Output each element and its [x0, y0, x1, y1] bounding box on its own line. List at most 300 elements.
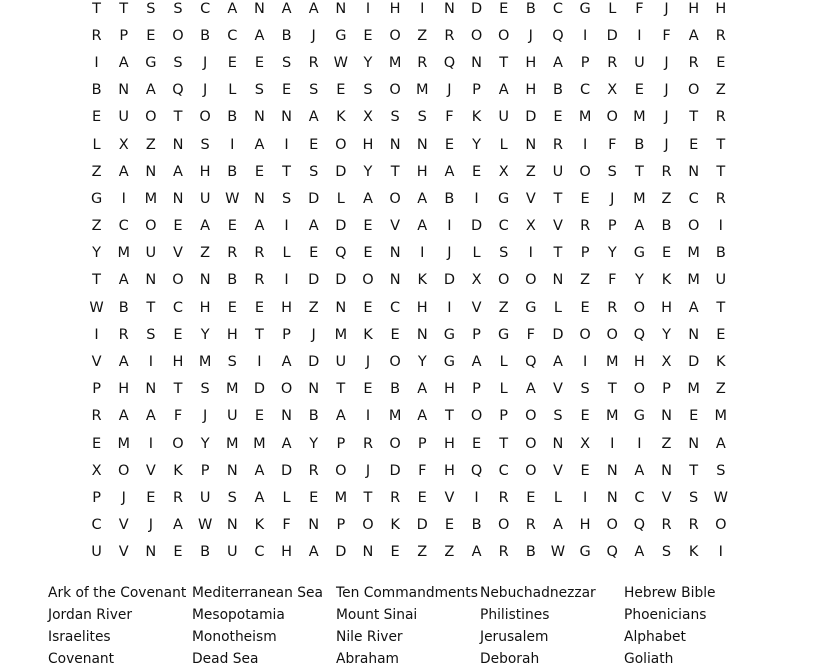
grid-cell: N	[416, 136, 428, 153]
grid-cell: X	[607, 82, 618, 99]
grid-cell: A	[688, 27, 699, 44]
grid-cell: N	[253, 0, 265, 17]
grid-cell: H	[633, 354, 645, 371]
grid-cell: Q	[552, 27, 564, 44]
grid-cell: N	[226, 517, 238, 534]
grid-cell: Z	[145, 136, 156, 153]
grid-cell: D	[688, 354, 700, 371]
grid-cell: O	[497, 27, 510, 44]
grid-cell: H	[118, 381, 130, 398]
grid-cell: S	[689, 489, 699, 506]
grid-cell: D	[335, 544, 347, 561]
grid-cell: G	[525, 299, 537, 316]
grid-cell: X	[471, 272, 482, 289]
grid-cell: T	[716, 163, 726, 180]
grid-cell: O	[362, 517, 374, 534]
grid-cell: J	[664, 82, 669, 99]
grid-cell: O	[280, 381, 293, 398]
grid-cell: Z	[498, 299, 509, 316]
grid-cell: E	[634, 82, 644, 99]
grid-cell: Y	[634, 272, 644, 289]
grid-cell: O	[606, 517, 618, 534]
grid-cell: S	[553, 408, 563, 425]
grid-cell: I	[582, 136, 588, 153]
grid-cell: R	[715, 27, 726, 44]
grid-cell: Y	[363, 54, 373, 71]
grid-cell: E	[254, 54, 264, 71]
grid-cell: D	[335, 163, 347, 180]
grid-cell: S	[146, 326, 156, 343]
grid-cell: P	[336, 517, 346, 534]
grid-cell: E	[91, 109, 102, 126]
grid-row	[83, 0, 739, 22]
grid-cell: R	[227, 245, 238, 262]
grid-cell: C	[118, 218, 129, 235]
grid-cell: E	[661, 245, 672, 262]
grid-cell: O	[389, 435, 401, 452]
grid-cell: M	[388, 408, 402, 425]
grid-cell: Z	[308, 299, 319, 316]
grid-cell: D	[389, 462, 401, 479]
grid-cell: E	[91, 435, 102, 452]
grid-cell: Q	[172, 82, 184, 99]
grid-cell: S	[716, 462, 726, 479]
grid-cell: N	[145, 163, 157, 180]
grid-cell: U	[199, 190, 211, 207]
grid-cell: Z	[444, 544, 455, 561]
grid-cell: K	[471, 109, 482, 126]
grid-cell: G	[633, 245, 645, 262]
grid-cell: G	[579, 544, 591, 561]
grid-cell: M	[117, 245, 130, 262]
grid-cell: B	[471, 517, 482, 534]
grid-cell: R	[498, 489, 509, 506]
grid-cell: O	[362, 272, 374, 289]
grid-cell: C	[688, 190, 699, 207]
grid-cell: J	[447, 245, 452, 262]
grid-cell: I	[582, 27, 588, 44]
grid-cell: H	[416, 163, 428, 180]
grid-cell: N	[281, 408, 292, 425]
grid-row	[83, 294, 739, 321]
grid-row	[83, 185, 739, 212]
grid-cell: P	[119, 27, 129, 44]
grid-cell: H	[281, 544, 292, 561]
grid-cell: H	[226, 326, 238, 343]
grid-cell: M	[117, 435, 130, 452]
grid-cell: E	[146, 27, 156, 44]
grid-cell: C	[172, 299, 184, 316]
grid-cell: N	[661, 462, 672, 479]
grid-row	[83, 457, 739, 484]
grid-cell: B	[227, 163, 238, 180]
grid-cell: A	[173, 163, 183, 180]
word-list-item: Nebuchadnezzar	[480, 585, 596, 601]
grid-cell: B	[227, 109, 238, 126]
grid-cell: E	[580, 462, 590, 479]
grid-cell: R	[580, 218, 591, 235]
grid-cell: R	[688, 517, 699, 534]
grid-cell: I	[148, 435, 153, 452]
grid-cell: L	[608, 0, 617, 17]
grid-cell: U	[715, 272, 727, 289]
grid-cell: R	[91, 27, 102, 44]
grid-cell: R	[444, 27, 455, 44]
grid-cell: N	[145, 272, 157, 289]
grid-cell: E	[417, 489, 427, 506]
grid-cell: S	[363, 82, 373, 99]
grid-cell: J	[664, 136, 669, 153]
grid-cell: Z	[661, 435, 672, 452]
grid-cell: I	[610, 435, 615, 452]
word-list-item: Alphabet	[624, 629, 686, 645]
grid-cell: N	[389, 272, 401, 289]
grid-cell: U	[226, 408, 238, 425]
grid-cell: I	[447, 299, 452, 316]
grid-cell: E	[363, 27, 373, 44]
grid-cell: D	[416, 517, 428, 534]
grid-cell: E	[254, 163, 264, 180]
grid-cell: I	[582, 489, 588, 506]
grid-cell: A	[471, 544, 482, 561]
grid-cell: Q	[633, 326, 646, 343]
grid-cell: A	[281, 0, 292, 17]
grid-cell: C	[200, 0, 211, 17]
grid-cell: S	[227, 354, 237, 371]
grid-cell: E	[444, 517, 454, 534]
grid-cell: E	[363, 245, 373, 262]
grid-cell: N	[443, 0, 455, 17]
grid-cell: O	[687, 218, 700, 235]
grid-cell: B	[525, 544, 536, 561]
grid-cell: F	[608, 136, 617, 153]
grid-cell: E	[309, 489, 319, 506]
grid-cell: B	[227, 272, 238, 289]
grid-cell: S	[227, 489, 237, 506]
grid-cell: E	[689, 136, 699, 153]
grid-cell: E	[173, 326, 183, 343]
grid-cell: D	[308, 190, 320, 207]
grid-cell: K	[688, 544, 699, 561]
grid-cell: C	[498, 462, 509, 479]
grid-row	[83, 49, 739, 76]
grid-cell: H	[443, 462, 455, 479]
grid-cell: X	[91, 462, 102, 479]
grid-cell: V	[553, 381, 563, 398]
grid-cell: E	[689, 408, 699, 425]
grid-cell: M	[388, 54, 402, 71]
word-list-item: Abraham	[336, 651, 399, 667]
grid-cell: G	[498, 190, 510, 207]
grid-cell: O	[525, 272, 537, 289]
grid-cell: P	[607, 218, 617, 235]
grid-cell: U	[335, 354, 347, 371]
grid-cell: E	[444, 136, 454, 153]
grid-cell: R	[308, 462, 319, 479]
grid-cell: P	[472, 82, 481, 99]
word-list-item: Monotheism	[192, 629, 277, 645]
grid-cell: E	[580, 299, 590, 316]
grid-cell: N	[552, 435, 564, 452]
word-list-item: Israelites	[48, 629, 111, 645]
grid-cell: A	[553, 517, 563, 534]
grid-cell: E	[363, 381, 373, 398]
grid-cell: S	[309, 82, 319, 99]
grid-row	[83, 213, 739, 240]
grid-cell: C	[91, 517, 102, 534]
grid-cell: P	[92, 489, 101, 506]
grid-row	[83, 240, 739, 267]
grid-cell: T	[634, 163, 644, 180]
grid-cell: E	[471, 163, 482, 180]
grid-row	[83, 376, 739, 403]
grid-cell: R	[661, 163, 672, 180]
grid-cell: V	[118, 544, 129, 561]
grid-cell: A	[417, 190, 428, 207]
grid-cell: E	[390, 326, 400, 343]
grid-cell: T	[553, 245, 563, 262]
grid-cell: E	[363, 218, 373, 235]
grid-cell: M	[687, 381, 700, 398]
grid-cell: H	[199, 163, 211, 180]
grid-cell: A	[634, 544, 645, 561]
grid-cell: R	[254, 272, 265, 289]
grid-cell: E	[363, 299, 373, 316]
word-list-item: Jerusalem	[480, 629, 549, 645]
grid-cell: L	[282, 489, 291, 506]
grid-cell: E	[526, 489, 536, 506]
grid-cell: N	[199, 272, 211, 289]
grid-cell: Q	[606, 544, 618, 561]
grid-cell: B	[200, 544, 211, 561]
grid-cell: S	[200, 381, 210, 398]
grid-cell: N	[253, 109, 265, 126]
grid-cell: U	[226, 544, 238, 561]
grid-cell: N	[308, 381, 320, 398]
grid-cell: Q	[525, 354, 537, 371]
grid-cell: N	[253, 190, 265, 207]
grid-cell: T	[173, 109, 183, 126]
grid-cell: R	[715, 109, 726, 126]
grid-cell: Z	[525, 163, 536, 180]
grid-cell: G	[579, 0, 591, 17]
grid-cell: L	[499, 136, 508, 153]
grid-cell: J	[202, 54, 208, 71]
grid-cell: E	[336, 82, 346, 99]
grid-cell: X	[661, 354, 672, 371]
grid-cell: M	[605, 354, 619, 371]
grid-cell: I	[474, 190, 479, 207]
grid-cell: I	[284, 218, 289, 235]
grid-cell: R	[525, 517, 536, 534]
grid-cell: N	[688, 326, 700, 343]
grid-cell: N	[606, 462, 618, 479]
grid-cell: F	[608, 272, 617, 289]
grid-cell: O	[497, 517, 510, 534]
grid-cell: U	[498, 109, 509, 126]
grid-cell: X	[498, 163, 509, 180]
grid-cell: T	[716, 299, 726, 316]
grid-cell: R	[91, 408, 102, 425]
grid-cell: A	[118, 54, 129, 71]
grid-cell: I	[94, 326, 99, 343]
grid-cell: A	[254, 489, 265, 506]
grid-cell: K	[363, 326, 373, 343]
grid-cell: E	[227, 218, 237, 235]
grid-cell: G	[443, 326, 456, 343]
grid-cell: E	[173, 544, 183, 561]
grid-cell: A	[254, 27, 265, 44]
grid-cell: A	[363, 190, 373, 207]
grid-cell: J	[447, 82, 452, 99]
grid-cell: K	[254, 517, 265, 534]
grid-cell: D	[470, 218, 483, 235]
grid-cell: G	[335, 27, 347, 44]
grid-cell: K	[173, 462, 183, 479]
grid-cell: T	[499, 54, 509, 71]
grid-cell: M	[198, 354, 212, 371]
grid-cell: X	[525, 218, 536, 235]
grid-cell: O	[145, 109, 157, 126]
grid-cell: S	[146, 0, 156, 17]
grid-cell: J	[121, 489, 126, 506]
grid-cell: A	[471, 354, 482, 371]
grid-cell: H	[688, 0, 700, 17]
grid-cell: A	[308, 218, 319, 235]
grid-cell: H	[579, 517, 591, 534]
word-list-item: Mesopotamia	[192, 607, 285, 623]
grid-cell: J	[311, 27, 316, 44]
grid-cell: F	[662, 27, 671, 44]
grid-cell: N	[335, 0, 347, 17]
grid-cell: O	[606, 326, 618, 343]
grid-cell: M	[226, 435, 239, 452]
grid-cell: I	[257, 354, 262, 371]
grid-cell: Z	[200, 245, 211, 262]
grid-cell: N	[145, 544, 157, 561]
grid-cell: H	[525, 54, 537, 71]
word-list-item: Nile River	[336, 629, 403, 645]
grid-cell: M	[578, 109, 592, 126]
grid-cell: A	[254, 218, 265, 235]
word-list-item: Ten Commandments	[336, 585, 478, 601]
grid-cell: B	[118, 299, 129, 316]
grid-cell: O	[606, 109, 618, 126]
grid-cell: B	[91, 82, 102, 99]
word-list-item: Dead Sea	[192, 651, 259, 667]
grid-cell: O	[579, 163, 591, 180]
grid-cell: W	[713, 489, 728, 506]
grid-cell: Z	[417, 544, 428, 561]
grid-cell: W	[89, 299, 104, 316]
grid-cell: A	[553, 354, 563, 371]
grid-cell: M	[416, 82, 429, 99]
grid-cell: E	[254, 299, 264, 316]
grid-cell: G	[145, 54, 157, 71]
grid-cell: R	[308, 54, 319, 71]
grid-cell: O	[389, 354, 401, 371]
grid-cell: K	[417, 272, 428, 289]
grid-cell: U	[91, 544, 102, 561]
grid-cell: V	[553, 462, 563, 479]
word-list-column	[48, 582, 192, 670]
grid-cell: A	[118, 408, 129, 425]
grid-cell: O	[335, 136, 347, 153]
word-list-item: Philistines	[480, 607, 550, 623]
grid-cell: L	[282, 245, 291, 262]
word-list	[48, 582, 808, 670]
grid-cell: U	[145, 245, 157, 262]
grid-row	[83, 512, 739, 539]
grid-cell: A	[173, 517, 183, 534]
grid-cell: A	[281, 435, 292, 452]
grid-cell: P	[499, 408, 509, 425]
grid-cell: N	[416, 326, 428, 343]
grid-cell: S	[281, 54, 292, 71]
grid-cell: N	[688, 435, 700, 452]
grid-cell: I	[230, 136, 235, 153]
grid-cell: J	[202, 82, 208, 99]
grid-cell: R	[362, 435, 374, 452]
grid-cell: F	[173, 408, 183, 425]
grid-cell: L	[92, 136, 101, 153]
grid-cell: Q	[470, 462, 483, 479]
grid-cell: E	[254, 408, 264, 425]
grid-cell: L	[553, 299, 562, 316]
word-list-item: Ark of the Covenant	[48, 585, 187, 601]
grid-cell: Q	[443, 54, 456, 71]
grid-cell: H	[199, 299, 211, 316]
grid-cell: S	[417, 109, 427, 126]
grid-cell: X	[118, 136, 129, 153]
grid-cell: M	[687, 272, 700, 289]
grid-cell: S	[499, 245, 509, 262]
grid-cell: V	[91, 354, 102, 371]
grid-cell: R	[390, 489, 401, 506]
grid-cell: A	[118, 163, 129, 180]
grid-cell: C	[634, 489, 645, 506]
grid-cell: L	[336, 190, 345, 207]
grid-cell: Z	[661, 190, 672, 207]
grid-cell: O	[118, 462, 130, 479]
grid-cell: P	[417, 435, 427, 452]
grid-cell: O	[633, 381, 646, 398]
grid-cell: P	[92, 381, 101, 398]
grid-cell: I	[474, 489, 479, 506]
grid-cell: T	[119, 0, 129, 17]
grid-cell: C	[390, 299, 401, 316]
grid-cell: O	[525, 462, 537, 479]
grid-cell: G	[90, 190, 103, 207]
grid-cell: I	[637, 435, 642, 452]
grid-cell: H	[172, 354, 184, 371]
grid-cell: N	[362, 544, 374, 561]
grid-cell: I	[365, 0, 371, 17]
grid-cell: A	[525, 381, 536, 398]
grid-cell: P	[336, 435, 346, 452]
grid-cell: O	[172, 27, 184, 44]
grid-cell: O	[389, 27, 401, 44]
grid-cell: K	[390, 517, 400, 534]
grid-cell: A	[553, 54, 563, 71]
grid-cell: A	[498, 82, 509, 99]
grid-cell: A	[254, 136, 265, 153]
word-list-item: Jordan River	[48, 607, 133, 623]
grid-cell: H	[525, 82, 537, 99]
grid-cell: O	[525, 435, 537, 452]
grid-cell: W	[333, 54, 348, 71]
grid-cell: U	[552, 163, 564, 180]
